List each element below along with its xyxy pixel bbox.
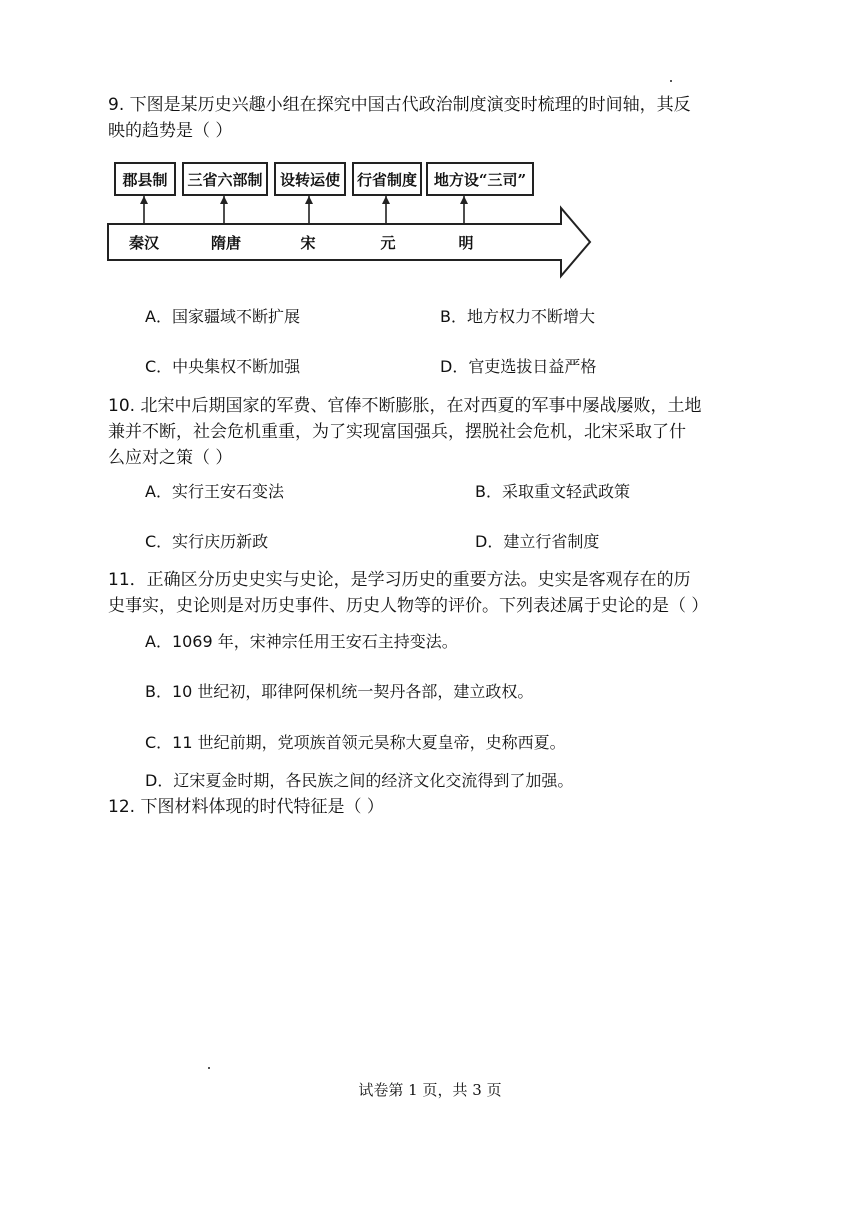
question-9-stem (108, 92, 768, 144)
question-10-line-2: 兼并不断，社会危机重重，为了实现富国强兵，摆脱社会危机，北宋采取了什 (108, 422, 686, 442)
question-11-option-c[interactable]: C．11 世纪前期，党项族首领元昊称大夏皇帝，史称西夏。 (145, 733, 566, 752)
timeline-era-4: 元 (380, 234, 396, 252)
question-9-option-d[interactable]: D．官吏选拔日益严格 (440, 357, 597, 376)
timeline-era-1: 秦汉 (128, 234, 159, 252)
question-11-option-b[interactable]: B．10 世纪初，耶律阿保机统一契丹各部，建立政权。 (145, 682, 534, 701)
timeline-figure (106, 152, 596, 282)
scan-speck (208, 1067, 210, 1069)
question-10-line-1: 10. 北宋中后期国家的军费、官俸不断膨胀，在对西夏的军事中屡战屡败，土地 (108, 396, 702, 416)
question-9-line-1: 9. 下图是某历史兴趣小组在探究中国古代政治制度演变时梳理的时间轴，其反 (108, 95, 691, 115)
question-10-option-a[interactable]: A．实行王安石变法 (145, 482, 284, 501)
question-9-option-a[interactable]: A．国家疆域不断扩展 (145, 307, 300, 326)
timeline-era-5: 明 (458, 234, 474, 252)
timeline-system-1: 郡县制 (114, 162, 176, 196)
timeline-era-2: 隋唐 (210, 234, 241, 252)
page-footer: 试卷第 1 页，共 3 页 (358, 1081, 502, 1099)
question-10-option-d[interactable]: D．建立行省制度 (475, 532, 600, 551)
question-11-line-1: 11．正确区分历史史实与史论，是学习历史的重要方法。史实是客观存在的历 (108, 570, 691, 590)
timeline-system-2: 三省六部制 (182, 162, 268, 196)
question-9-line-2: 映的趋势是（ ） (108, 121, 233, 141)
question-12-stem (108, 794, 768, 820)
question-10-option-c[interactable]: C．实行庆历新政 (145, 532, 269, 551)
timeline-system-5: 地方设“三司” (426, 162, 534, 196)
timeline-system-4: 行省制度 (352, 162, 422, 196)
question-11-option-d[interactable]: D．辽宋夏金时期，各民族之间的经济文化交流得到了加强。 (145, 771, 574, 790)
scan-speck (670, 80, 672, 82)
question-9-option-b[interactable]: B．地方权力不断增大 (440, 307, 595, 326)
question-11-line-2: 史事实，史论则是对历史事件、历史人物等的评价。下列表述属于史论的是（ ） (108, 596, 709, 616)
question-12-line-1: 12. 下图材料体现的时代特征是（ ） (108, 797, 384, 817)
timeline-system-3: 设转运使 (274, 162, 346, 196)
question-10-stem (108, 393, 768, 471)
question-10-option-b[interactable]: B．采取重文轻武政策 (475, 482, 630, 501)
question-11-option-a[interactable]: A．1069 年，宋神宗任用王安石主持变法。 (145, 632, 458, 651)
timeline-era-3: 宋 (300, 234, 316, 252)
question-9-option-c[interactable]: C．中央集权不断加强 (145, 357, 301, 376)
question-10-line-3: 么应对之策（ ） (108, 448, 233, 468)
question-11-stem (108, 567, 768, 619)
